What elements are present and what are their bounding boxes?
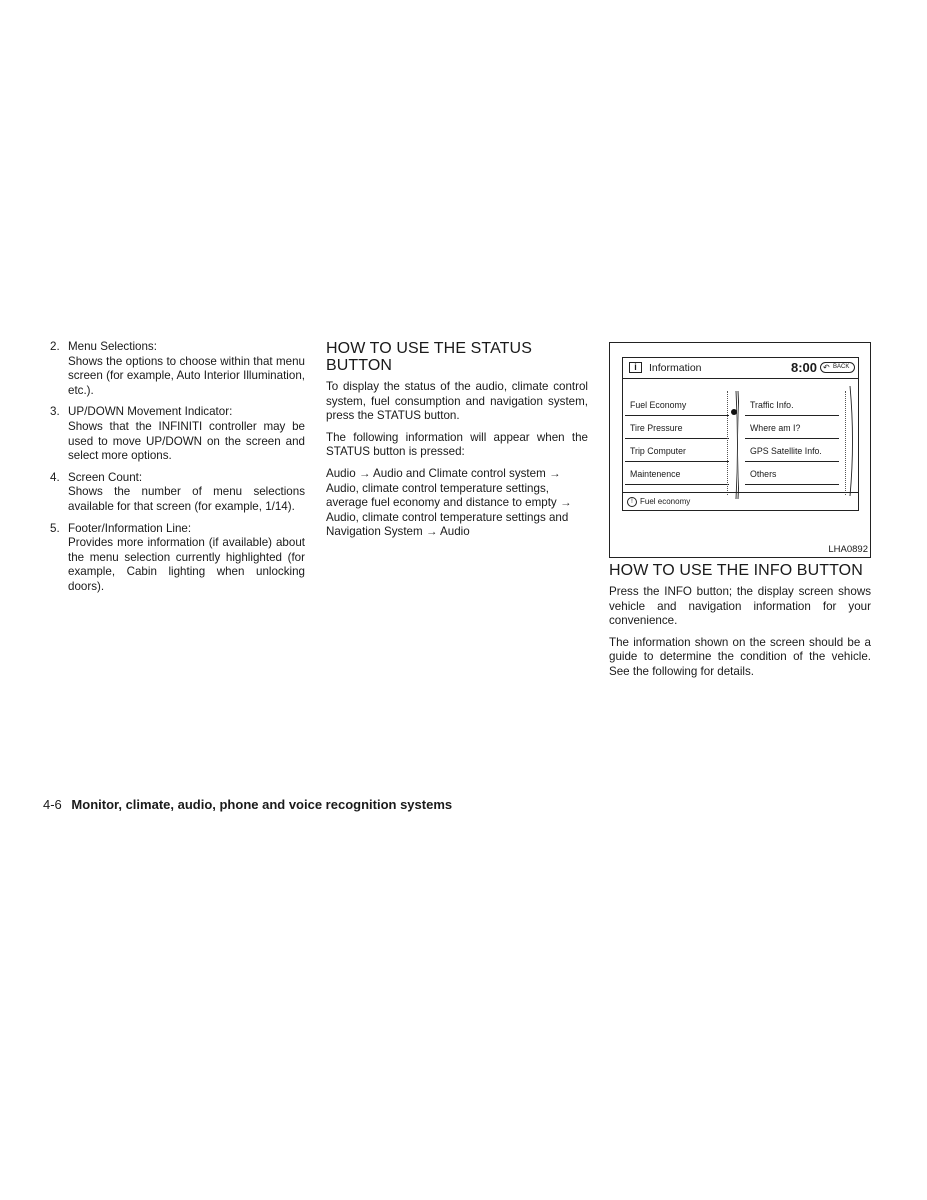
info-button-heading: HOW TO USE THE INFO BUTTON xyxy=(609,562,863,579)
menu-item-traffic-info[interactable] xyxy=(745,394,839,416)
menu-item-label: GPS Satellite Info. xyxy=(750,446,822,456)
back-label: BACK xyxy=(833,364,850,370)
menu-item-label: Traffic Info. xyxy=(750,400,794,410)
list-item xyxy=(50,522,305,595)
paragraph: To display the status of the audio, climate control system, fuel consumption and navigation system, press the STATUS button. xyxy=(326,380,588,423)
item-number: 5. xyxy=(50,521,60,535)
screen-footer xyxy=(623,492,858,510)
menu-item-label: Others xyxy=(750,469,777,479)
item-description: Shows the number of menu selections available for that screen (for example, 1/14). xyxy=(68,485,305,513)
menu-item-label: Fuel Economy xyxy=(630,400,687,410)
item-description: Shows the options to choose within that menu screen (for example, Auto Interior Illumination, etc.). xyxy=(68,354,305,397)
left-column xyxy=(50,340,305,602)
menu-item-others[interactable] xyxy=(745,463,839,485)
menu-item-label: Where am I? xyxy=(750,423,801,433)
status-button-heading: HOW TO USE THE STATUS BUTTON xyxy=(326,340,532,374)
menu-item-maintenence[interactable] xyxy=(625,463,729,485)
paragraph: Audio → Audio and Climate control system → Audio, climate control temperature settings, average fuel economy and distance to empty → Audio, climate control temperature settings and Navigation System → Audio xyxy=(326,466,572,539)
info-circle-icon: ! xyxy=(627,497,637,507)
item-title: Screen Count: xyxy=(68,470,143,484)
list-item xyxy=(50,340,305,398)
item-description: Provides more information (if available) about the menu selection currently highlighted (for example, Cabin lighting when unlocking doors). xyxy=(68,536,305,593)
screen-title: Information xyxy=(649,362,702,374)
side-dots xyxy=(845,391,847,495)
menu-item-fuel-economy[interactable] xyxy=(625,394,729,416)
screen-header xyxy=(623,358,858,379)
back-button[interactable] xyxy=(820,362,855,373)
back-arrow-icon: ↶ xyxy=(823,363,830,372)
list-item xyxy=(50,405,305,463)
info-screen-figure xyxy=(609,342,871,558)
page-footer xyxy=(43,797,452,813)
menu-item-gps-satellite-info[interactable] xyxy=(745,440,839,462)
middle-column xyxy=(326,340,588,547)
item-title: UP/DOWN Movement Indicator: xyxy=(68,405,233,419)
display-screen xyxy=(622,357,859,511)
menu-item-label: Tire Pressure xyxy=(630,423,683,433)
page-number: 4-6 xyxy=(43,797,62,812)
info-icon: i xyxy=(629,362,642,373)
menu-item-tire-pressure[interactable] xyxy=(625,417,729,439)
menu-item-where-am-i[interactable] xyxy=(745,417,839,439)
footer-text: Fuel economy xyxy=(640,497,691,506)
list-item xyxy=(50,471,305,515)
menu-divider xyxy=(735,391,739,499)
paragraph: The following information will appear when the STATUS button is pressed: xyxy=(326,430,588,459)
right-column xyxy=(609,562,871,687)
menu-item-label: Maintenence xyxy=(630,469,681,479)
item-number: 3. xyxy=(50,405,60,419)
item-title: Footer/Information Line: xyxy=(68,521,192,535)
paragraph: Press the INFO button; the display screen shows vehicle and navigation information for your convenience. xyxy=(609,585,871,628)
figure-code: LHA0892 xyxy=(828,544,868,555)
paragraph: The information shown on the screen should be a guide to determine the condition of the vehicle. See the following for details. xyxy=(609,635,871,678)
section-title: Monitor, climate, audio, phone and voice recognition systems xyxy=(71,797,453,812)
item-description: Shows that the INFINITI controller may be used to move UP/DOWN on the screen and select more options. xyxy=(68,419,305,463)
screen-edge-curve xyxy=(848,386,856,496)
item-number: 4. xyxy=(50,470,60,484)
item-number: 2. xyxy=(50,340,60,353)
menu-item-trip-computer[interactable] xyxy=(625,440,729,462)
item-title: Menu Selections: xyxy=(68,340,157,353)
clock: 8:00 xyxy=(791,360,818,375)
scroll-indicator xyxy=(727,391,729,495)
menu-item-label: Trip Computer xyxy=(630,446,686,456)
